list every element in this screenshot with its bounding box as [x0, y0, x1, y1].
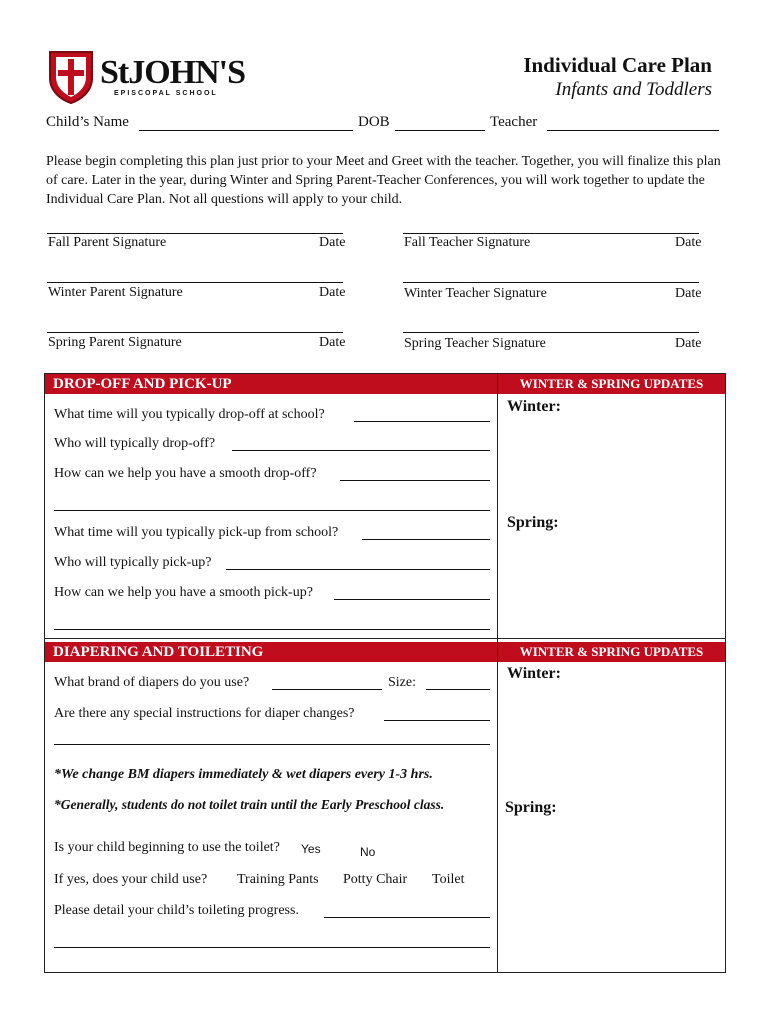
dropoff-q3: How can we help you have a smooth drop-off?: [54, 466, 317, 481]
section-divider: [44, 638, 726, 639]
toileting-progress-field-2[interactable]: [54, 947, 490, 948]
dob-label: DOB: [358, 114, 390, 130]
diaper-q4: If yes, does your child use?: [54, 872, 208, 887]
fall-parent-line[interactable]: [47, 233, 343, 234]
winter-teacher-label: Winter Teacher Signature: [404, 286, 547, 301]
signature-section: [0, 0, 770, 360]
childs-name-label: Child’s Name: [46, 114, 129, 130]
spring-teacher-label: Spring Teacher Signature: [404, 336, 546, 351]
toilet-option[interactable]: Toilet: [432, 872, 465, 887]
dropoff-updates-heading: WINTER & SPRING UPDATES: [498, 374, 725, 394]
fall-teacher-date: Date: [675, 235, 702, 250]
winter-parent-date: Date: [319, 285, 346, 300]
toilet-yes-option[interactable]: Yes: [301, 842, 321, 856]
pickup-q2: Who will typically pick-up?: [54, 555, 212, 570]
dropoff-q2-field[interactable]: [232, 450, 490, 451]
spring-teacher-date: Date: [675, 336, 702, 351]
spring-parent-label: Spring Parent Signature: [48, 335, 182, 350]
fall-parent-date: Date: [319, 235, 346, 250]
diaper-q2: Are there any special instructions for diaper changes?: [54, 706, 355, 721]
page-subtitle: Infants and Toddlers: [555, 79, 712, 100]
diaper-brand-field[interactable]: [272, 689, 382, 690]
dropoff-q2: Who will typically drop-off?: [54, 436, 216, 451]
diaper-size-field[interactable]: [426, 689, 490, 690]
pickup-q3-field-2[interactable]: [54, 629, 490, 630]
dropoff-q1: What time will you typically drop-off at school?: [54, 407, 325, 422]
diaper-q2-field-2[interactable]: [54, 744, 490, 745]
pickup-q1: What time will you typically pick-up from school?: [54, 525, 339, 540]
potty-chair-option[interactable]: Potty Chair: [343, 872, 408, 887]
dropoff-q3-field[interactable]: [340, 480, 490, 481]
fall-parent-label: Fall Parent Signature: [48, 235, 167, 250]
logo-wordmark: StJOHN'S: [100, 54, 246, 91]
diaper-note-toilet-train: *Generally, students do not toilet train until the Early Preschool class.: [54, 797, 445, 812]
pickup-q3: How can we help you have a smooth pick-up?: [54, 585, 313, 600]
dropoff-heading: DROP-OFF AND PICK-UP: [45, 374, 497, 394]
dropoff-q1-field[interactable]: [354, 421, 490, 422]
dropoff-winter-label: Winter:: [507, 398, 561, 415]
diaper-spring-label: Spring:: [505, 799, 557, 816]
diaper-heading: DIAPERING AND TOILETING: [45, 642, 497, 662]
pickup-q2-field[interactable]: [226, 569, 490, 570]
training-pants-option[interactable]: Training Pants: [237, 872, 319, 887]
logo-subtitle: EPISCOPAL SCHOOL: [114, 90, 218, 97]
spring-parent-date: Date: [319, 335, 346, 350]
dropoff-q3-field-2[interactable]: [54, 510, 490, 511]
toilet-no-option[interactable]: No: [360, 845, 376, 859]
fall-teacher-line[interactable]: [403, 233, 699, 234]
diaper-size-label: Size:: [388, 675, 416, 690]
teacher-label: Teacher: [490, 114, 538, 130]
pickup-q1-field[interactable]: [362, 539, 490, 540]
column-divider: [497, 373, 498, 972]
diaper-note-bm: *We change BM diapers immediately & wet diapers every 1-3 hrs.: [54, 767, 433, 782]
winter-parent-label: Winter Parent Signature: [48, 285, 183, 300]
diaper-q3: Is your child beginning to use the toilet?: [54, 840, 280, 855]
winter-teacher-line[interactable]: [403, 282, 699, 283]
toileting-progress-field[interactable]: [324, 917, 490, 918]
diaper-winter-label: Winter:: [507, 665, 561, 682]
intro-paragraph: Please begin completing this plan just prior to your Meet and Greet with the teacher. Together, you will finalize this plan of care. Later in the year, during Winter and Spring Parent-Teacher Conferences, you will work together to update the Individual Care Plan. Not all questions will apply to your child.: [46, 154, 721, 207]
winter-parent-line[interactable]: [47, 282, 343, 283]
dropoff-spring-label: Spring:: [507, 514, 559, 531]
spring-teacher-line[interactable]: [403, 332, 699, 333]
diaper-q2-field[interactable]: [384, 720, 490, 721]
diaper-updates-heading: WINTER & SPRING UPDATES: [498, 642, 725, 662]
page-title: Individual Care Plan: [523, 53, 712, 77]
winter-teacher-date: Date: [675, 286, 702, 301]
pickup-q3-field[interactable]: [334, 599, 490, 600]
spring-parent-line[interactable]: [47, 332, 343, 333]
diaper-q1: What brand of diapers do you use?: [54, 675, 250, 690]
diaper-q5: Please detail your child’s toileting progress.: [54, 903, 299, 918]
fall-teacher-label: Fall Teacher Signature: [404, 235, 531, 250]
